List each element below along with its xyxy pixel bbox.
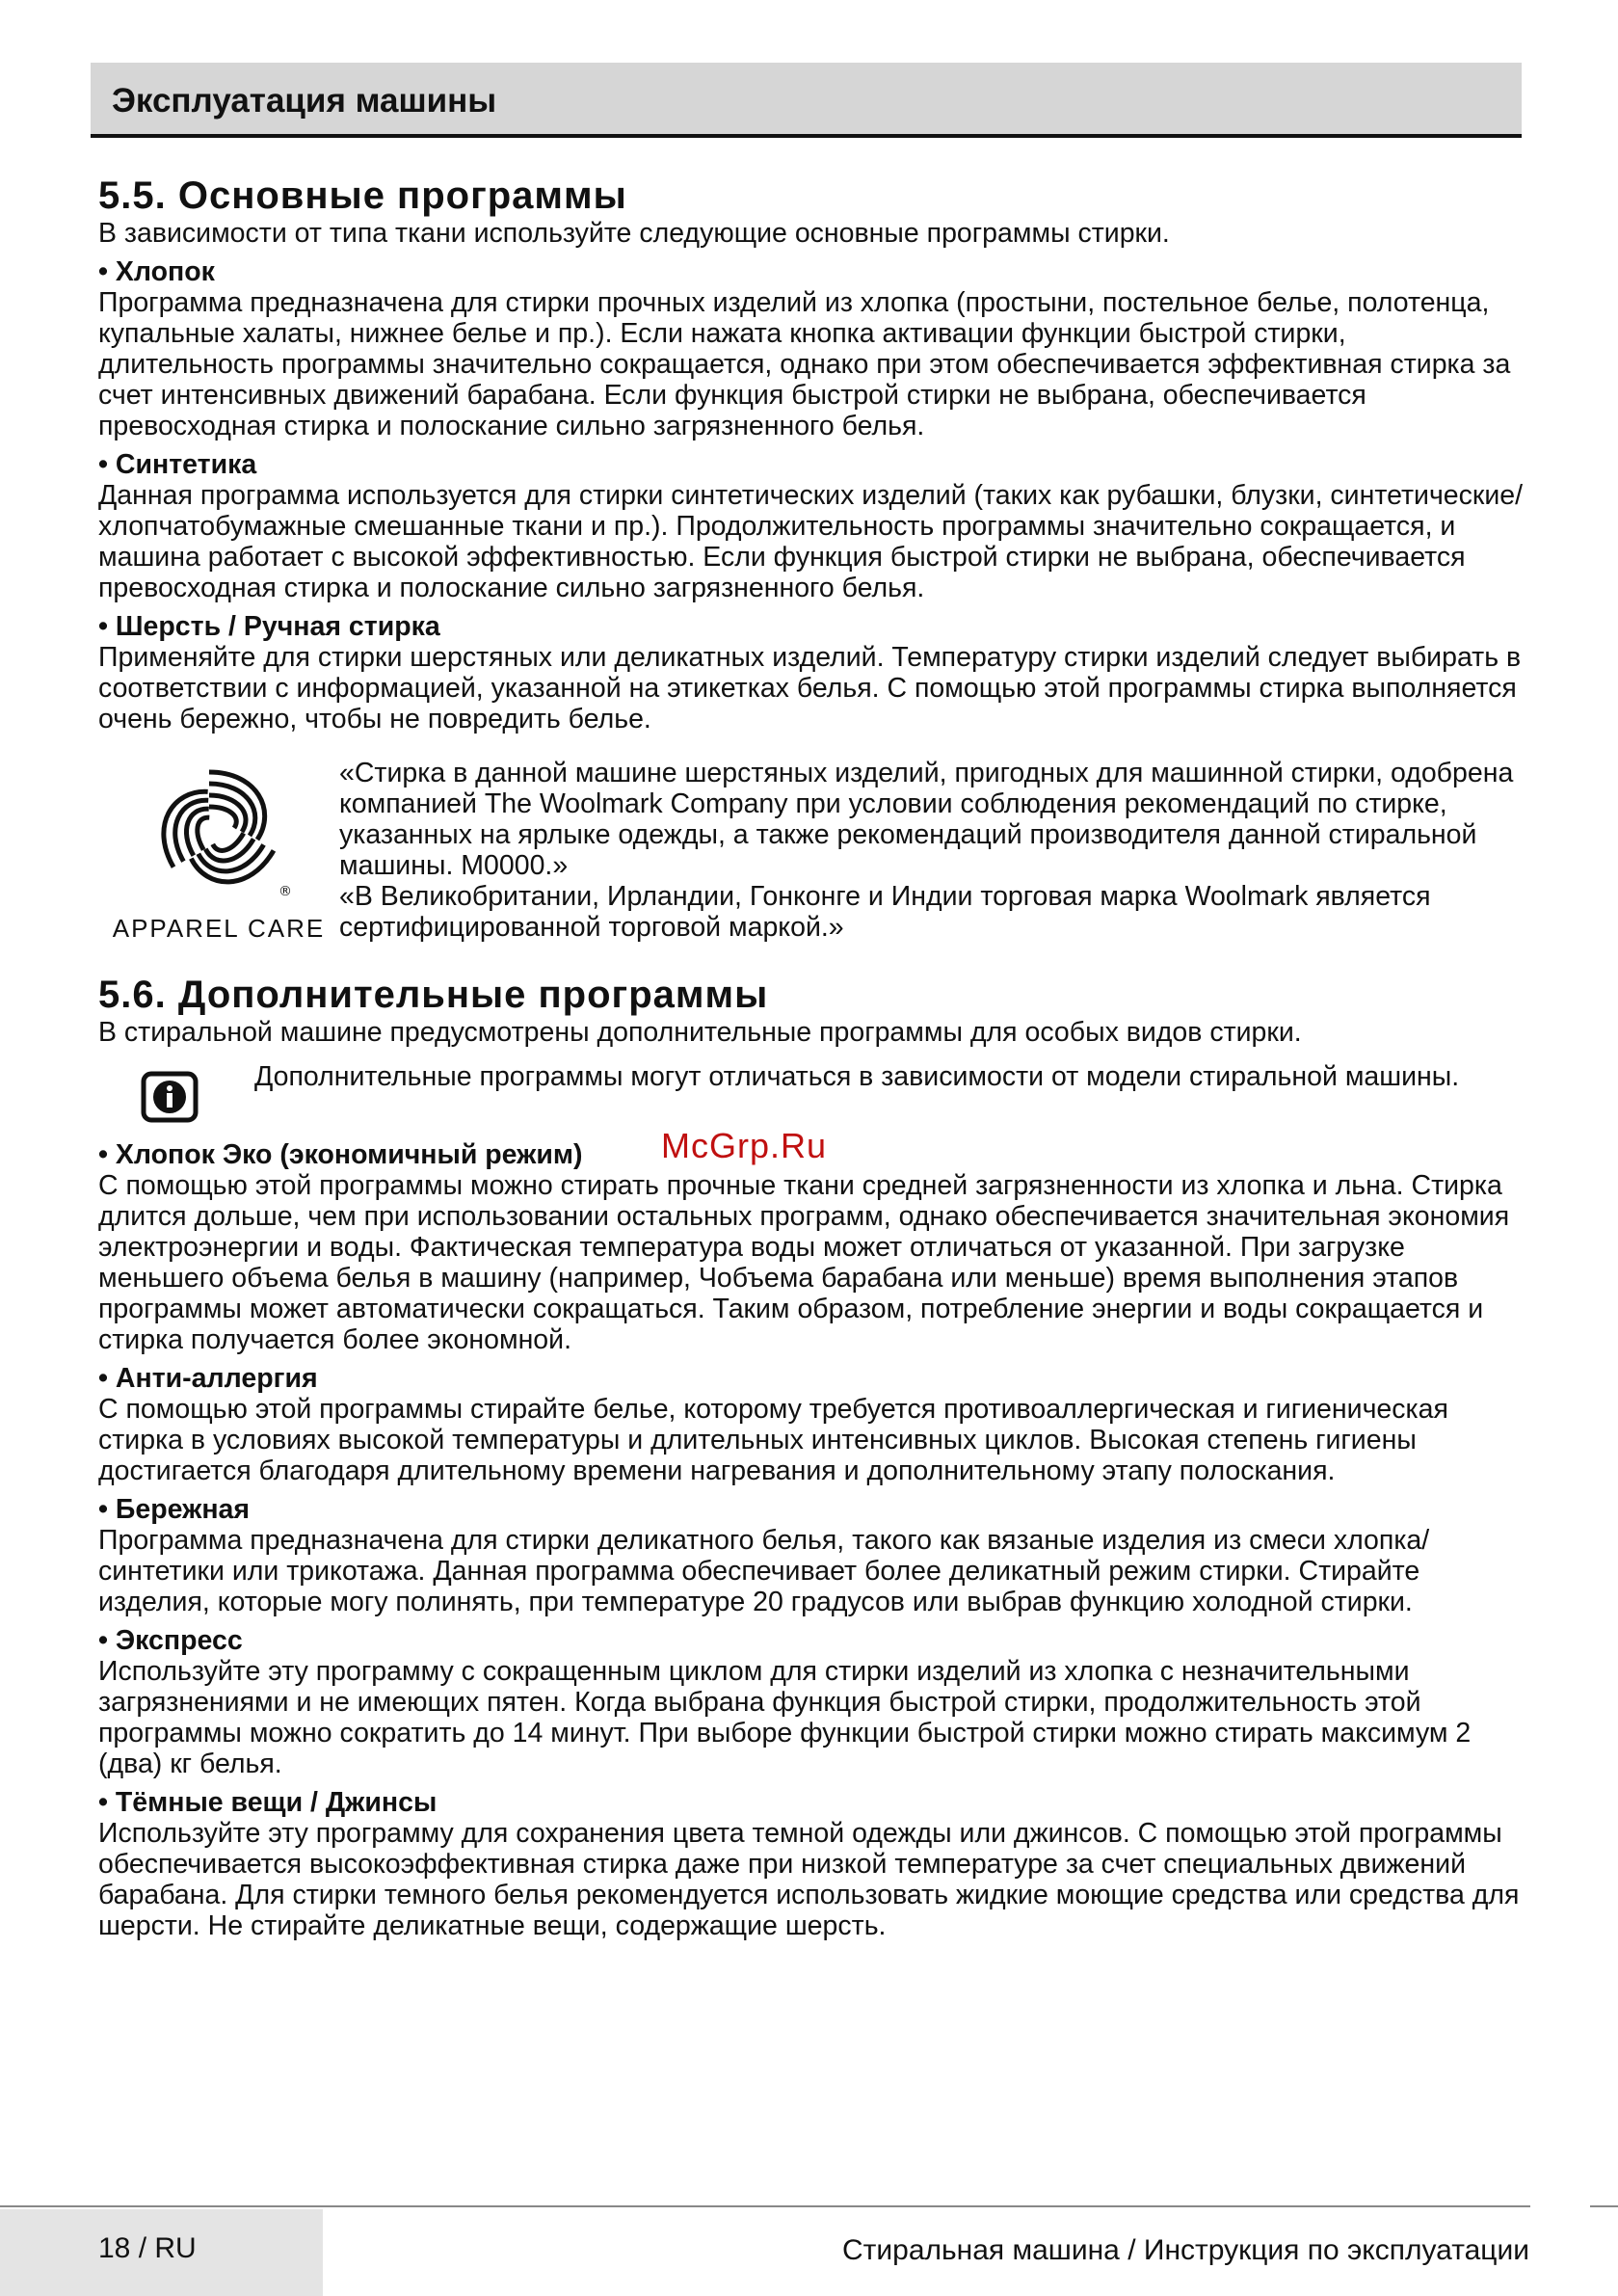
section-intro: В зависимости от типа ткани используйте следующие основные программы стирки. bbox=[98, 218, 1170, 249]
section-title-main-programs: 5.5. Основные программы bbox=[98, 174, 627, 217]
page-number: 18 / RU bbox=[98, 2232, 197, 2264]
program-title-anti-allergy: • Анти-аллергия bbox=[98, 1363, 318, 1394]
header-title: Эксплуатация машины bbox=[112, 82, 497, 120]
program-title-express: • Экспресс bbox=[98, 1625, 243, 1656]
page-content bbox=[98, 174, 1525, 1941]
program-title-delicate: • Бережная bbox=[98, 1494, 251, 1525]
program-title-cotton: • Хлопок bbox=[98, 256, 215, 287]
woolmark-logo bbox=[98, 758, 339, 944]
info-note-block bbox=[98, 1061, 1525, 1128]
section-intro-additional: В стиральной машине предусмотрены дополнительные программы для особых видов стирки. bbox=[98, 1017, 1302, 1048]
program-text-express: Используйте эту программу с сокращенным циклом для стирки изделий из хлопка с незначительными загрязнениями и не имеющих пятен. Когда выбрана функция быстрой стирки, продолжительность этой программы можно сократить до 14 минут. При выборе функции быстрой стирки можно стирать максимум 2 (два) кг белья. bbox=[98, 1656, 1472, 1779]
program-text-cotton-eco: С помощью этой программы можно стирать прочные ткани средней загрязненности из хлопка и льна. Стирка длится дольше, чем при использовании остальных программ, однако обеспечивается значительная экономия электроэнергии и воды. Фактическая температура воды может отличаться от указанной. При загрузке меньшего объема белья в машину (например, Чобъема барабана или меньше) время выполнения этапов программы может автоматически сокращаться. Таким образом, потребление энергии и воды сокращается и стирка получается более экономной. bbox=[98, 1170, 1510, 1355]
program-text-cotton: Программа предназначена для стирки прочных изделий из хлопка (простыни, постельное белье, полотенца, купальные халаты, нижнее белье и пр.). Если нажата кнопка активации функции быстрой стирки, длительность программы значительно сокращается, однако при этом обеспечивается эффективная стирка за счет интенсивных движений барабана. Если функция быстрой стирки не выбрана, обеспечивается превосходная стирка и полоскание сильно загрязненного белья. bbox=[98, 287, 1511, 441]
program-text-delicate: Программа предназначена для стирки деликатного белья, такого как вязаные изделия из смеси хлопка/синтетики или трикотажа. Данная программа обеспечивает более деликатный режим стирки. Стирайте изделия, которые могу полинять, при температуре 20 градусов или выбрав функцию холодной стирки. bbox=[98, 1525, 1430, 1617]
program-text-dark-jeans: Используйте эту программу для сохранения цвета темной одежды или джинсов. С помощью этой программы обеспечивается высокоэффективная стирка даже при низкой температуре за счет специальных движений барабана. Для стирки темного белья рекомендуется использовать жидкие моющие средства или средства для шерсти. Не стирайте деликатные вещи, содержащие шерсть. bbox=[98, 1818, 1520, 1941]
watermark: McGrp.Ru bbox=[661, 1126, 828, 1165]
woolmark-text bbox=[339, 758, 1525, 944]
program-text-wool: Применяйте для стирки шерстяных или деликатных изделий. Температуру стирки изделий следует выбирать в соответствии с информацией, указанной на этикетках белья. С помощью этой программы стирка выполняется очень бережно, чтобы не повредить белье. bbox=[98, 642, 1522, 734]
woolmark-icon bbox=[142, 758, 296, 902]
woolmark-block bbox=[98, 758, 1525, 944]
woolmark-caption: APPAREL CARE bbox=[112, 914, 326, 943]
footer-page-box bbox=[0, 2209, 323, 2296]
woolmark-quote-1: «Стирка в данной машине шерстяных изделий, пригодных для машинной стирки, одобрена компанией The Woolmark Company при условии соблюдения рекомендаций по стирке, указанных на ярлыке одежды, а также рекомендаций производителя данной стиральной машины. M0000.» bbox=[339, 758, 1514, 881]
footer-divider-tick bbox=[1590, 2205, 1618, 2207]
info-note-text: Дополнительные программы могут отличаться в зависимости от модели стиральной машины. bbox=[254, 1061, 1460, 1092]
program-title-dark-jeans: • Тёмные вещи / Джинсы bbox=[98, 1787, 438, 1818]
registered-mark: ® bbox=[279, 884, 292, 899]
program-title-cotton-eco: • Хлопок Эко (экономичный режим) bbox=[98, 1139, 583, 1170]
footer-divider bbox=[0, 2205, 1530, 2207]
program-text-synthetics: Данная программа используется для стирки синтетических изделий (таких как рубашки, блузки, синтетические/хлопчатобумажные смешанные ткани и пр.). Продолжительность программы значительно сокращается, и машина работает с высокой эффективностью. Если функция быстрой стирки не выбрана, обеспечивается превосходная стирка и полоскание сильно загрязненного белья. bbox=[98, 480, 1524, 603]
section-title-additional-programs: 5.6. Дополнительные программы bbox=[98, 974, 769, 1016]
program-text-anti-allergy: С помощью этой программы стирайте белье, которому требуется противоаллергическая и гигиеническая стирка в условиях высокой температуры и длительных интенсивных циклов. Высокая степень гигиены достигается благодаря длительному времени нагревания и дополнительному этапу полоскания. bbox=[98, 1394, 1448, 1486]
footer-doc-title: Стиральная машина / Инструкция по эксплуатации bbox=[841, 2234, 1529, 2266]
program-title-synthetics: • Синтетика bbox=[98, 449, 257, 480]
woolmark-quote-2: «В Великобритании, Ирландии, Гонконге и Индии торговая марка Woolmark является сертифицированной торговой маркой.» bbox=[339, 881, 1431, 943]
info-icon bbox=[141, 1071, 199, 1123]
program-title-wool: • Шерсть / Ручная стирка bbox=[98, 611, 440, 642]
header-bar bbox=[91, 63, 1522, 138]
